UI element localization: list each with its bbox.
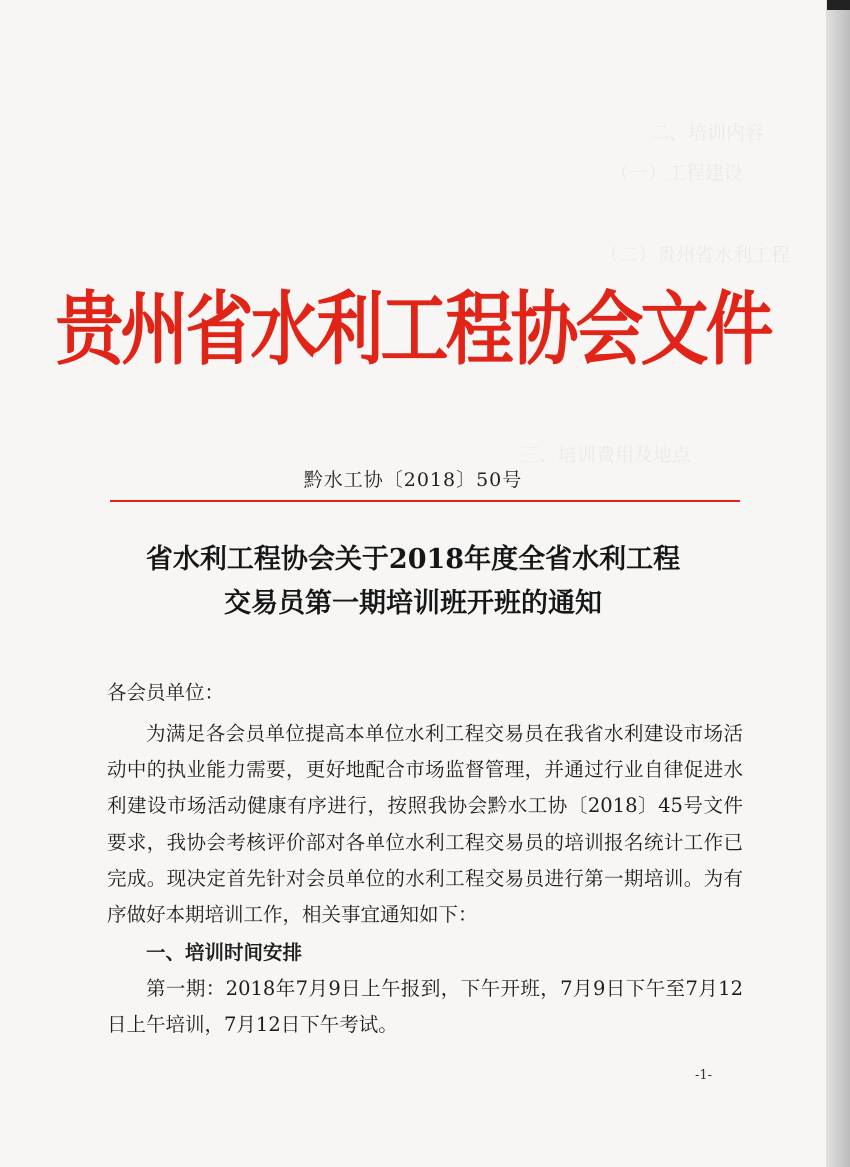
red-divider-line bbox=[110, 500, 740, 502]
section-paragraph: 第一期：2018年7月9日上午报到，下午开班，7月9日下午至7月12日上午培训，7月12日下午考试。 bbox=[107, 977, 743, 1037]
body-paragraph: 为满足各会员单位提高本单位水利工程交易员在我省水利建设市场活动中的执业能力需要，更好地配合市场监督管理，并通过行业自律促进水利建设市场活动健康有序进行，按照我协会黔水工协〔2018〕45号文件要求，我协会考核评价部对各单位水利工程交易员的培训报名统计工作已完成。现决定首先针对会员单位的水利工程交易员进行第一期培训。为有序做好本期培训工作，相关事宜通知如下： bbox=[107, 722, 743, 927]
document-title bbox=[0, 538, 826, 626]
bleed-through-text: （一）工程建设 bbox=[610, 162, 744, 184]
bleed-through-text: （二）贵州省水利工程 bbox=[600, 244, 791, 266]
salutation: 各会员单位： bbox=[107, 681, 225, 704]
page-number: -1- bbox=[695, 1068, 713, 1083]
bleed-through-text: 二、培训内容 bbox=[650, 122, 765, 144]
document-body bbox=[107, 673, 743, 1044]
bleed-through-text: 三、培训费用及地点 bbox=[520, 444, 692, 466]
document-number: 黔水工协〔2018〕50号 bbox=[303, 469, 523, 491]
issuing-authority-header: 贵州省水利工程协会文件 bbox=[55, 282, 771, 378]
scan-corner-mark bbox=[827, 0, 850, 10]
title-line-2: 交易员第一期培训班开班的通知 bbox=[224, 588, 602, 619]
section-heading: 一、培训时间安排 bbox=[146, 941, 303, 965]
scan-edge bbox=[826, 0, 850, 1167]
title-line-1: 省水利工程协会关于2018年度全省水利工程 bbox=[145, 544, 681, 575]
